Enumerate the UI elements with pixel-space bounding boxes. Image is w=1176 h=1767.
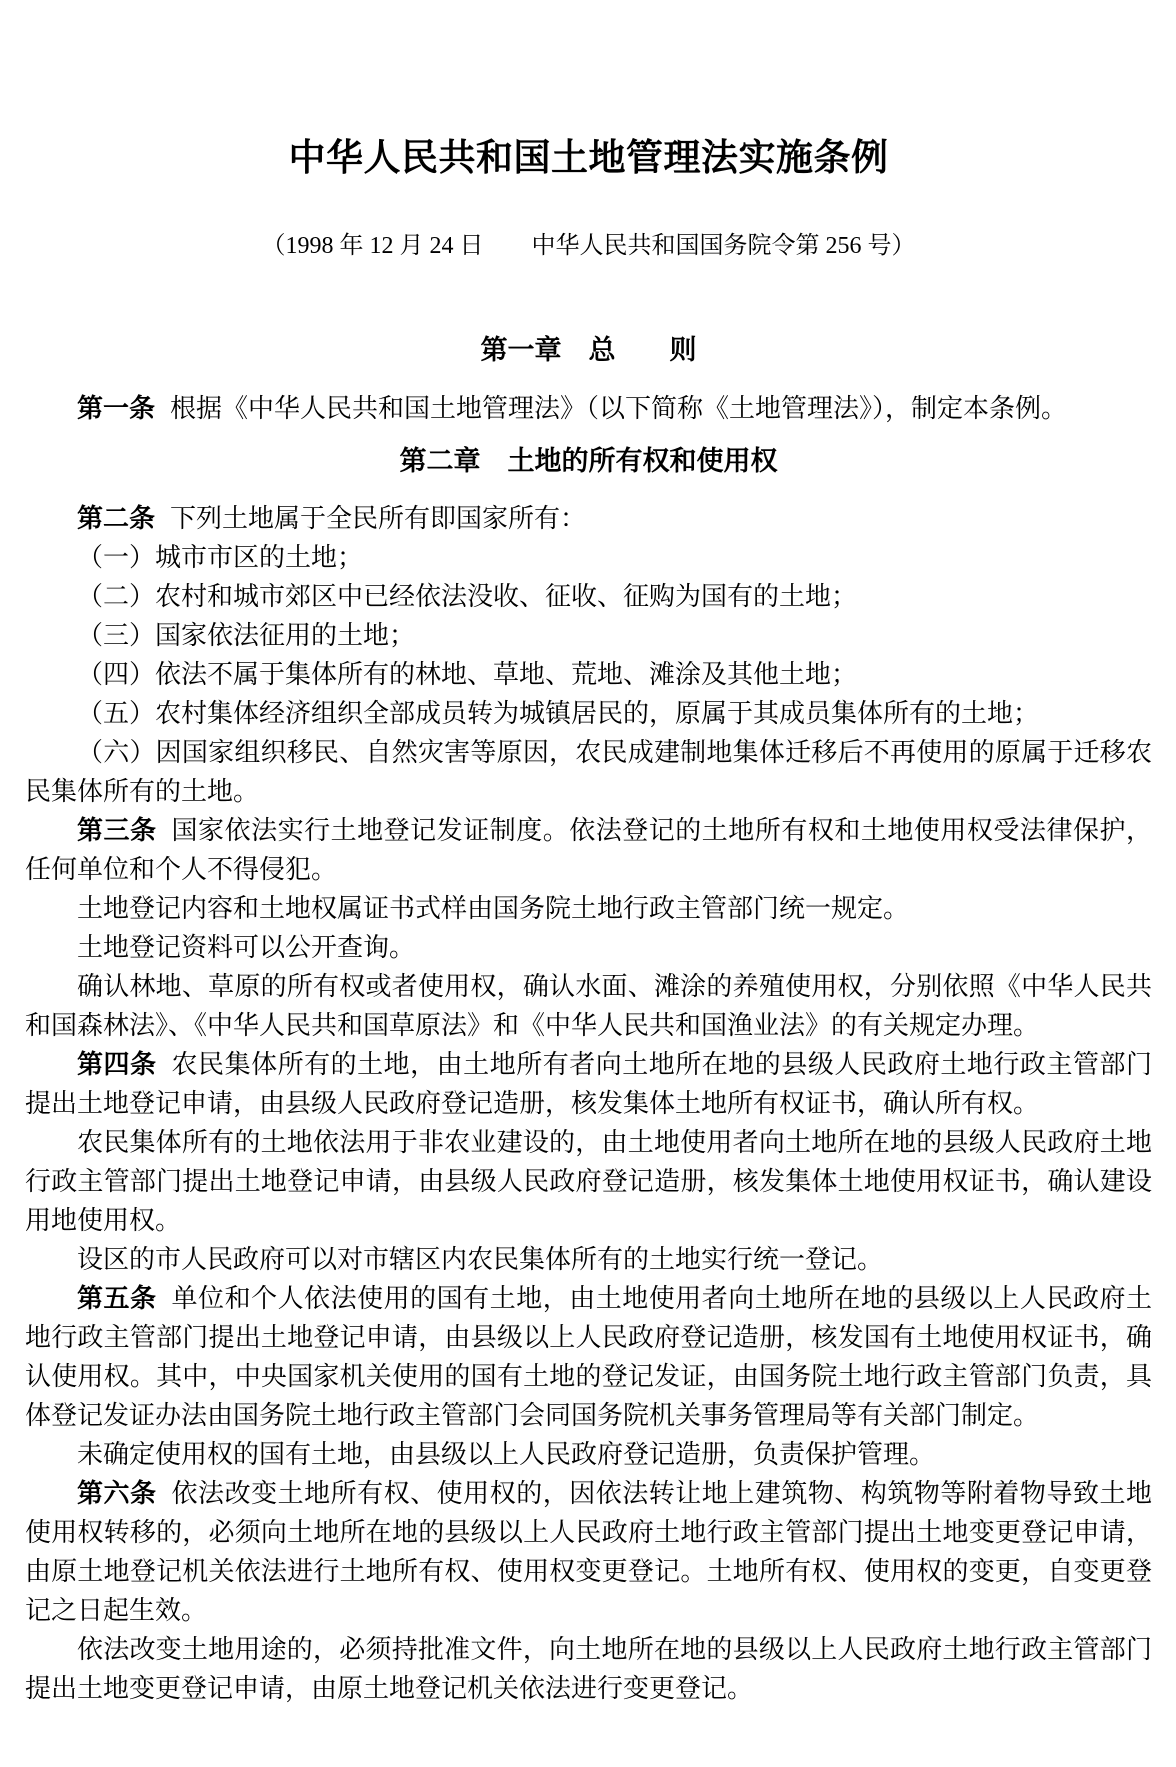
article-4-text: 农民集体所有的土地，由土地所有者向土地所在地的县级人民政府土地行政主管部门提出土地登记申请，由县级人民政府登记造册，核发集体土地所有权证书，确认所有权。 <box>25 1050 1152 1118</box>
article-4-paragraph-3-text: 设区的市人民政府可以对市辖区内农民集体所有的土地实行统一登记。 <box>77 1245 884 1274</box>
article-6-paragraph <box>25 1474 1152 1630</box>
article-3-paragraph <box>25 811 1152 889</box>
issuance-line: （1998 年 12 月 24 日 中华人民共和国国务院令第 256 号） <box>261 233 916 259</box>
article-1-number: 第一条 <box>77 393 156 423</box>
article-2-paragraph <box>25 499 1152 538</box>
list-item-4-text: （四）依法不属于集体所有的林地、草地、荒地、滩涂及其他土地； <box>77 660 858 689</box>
article-3-paragraph-4 <box>25 967 1152 1045</box>
article-6-paragraph-2 <box>25 1630 1152 1708</box>
article-6-paragraph-2-text: 依法改变土地用途的，必须持批准文件，向土地所在地的县级以上人民政府土地行政主管部门提出土地变更登记申请，由原土地登记机关依法进行变更登记。 <box>25 1635 1152 1703</box>
article-3-paragraph-3 <box>25 928 1152 967</box>
article-5-text: 单位和个人依法使用的国有土地，由土地使用者向土地所在地的县级以上人民政府土地行政主管部门提出土地登记申请，由县级以上人民政府登记造册，核发国有土地使用权证书，确认使用权。其中，中央国家机关使用的国有土地的登记发证，由国务院土地行政主管部门负责，具体登记发证办法由国务院土地行政主管部门会同国务院机关事务管理局等有关部门制定。 <box>25 1284 1152 1430</box>
list-item-3 <box>25 616 1152 655</box>
document-title: 中华人民共和国土地管理法实施条例 <box>288 138 889 179</box>
article-5-paragraph-2 <box>25 1435 1152 1474</box>
article-6-text: 依法改变土地所有权、使用权的，因依法转让地上建筑物、构筑物等附着物导致土地使用权转移的，必须向土地所在地的县级以上人民政府土地行政主管部门提出土地变更登记申请，由原土地登记机关依法进行土地所有权、使用权变更登记。土地所有权、使用权的变更，自变更登记之日起生效。 <box>25 1479 1152 1625</box>
article-4-paragraph-2-text: 农民集体所有的土地依法用于非农业建设的，由土地使用者向土地所在地的县级人民政府土地行政主管部门提出土地登记申请，由县级人民政府登记造册，核发集体土地使用权证书，确认建设用地使用权。 <box>25 1128 1152 1235</box>
list-item-5-text: （五）农村集体经济组织全部成员转为城镇居民的，原属于其成员集体所有的土地； <box>77 699 1040 728</box>
article-4-number: 第四条 <box>77 1049 157 1079</box>
chapter-2-heading: 第二章 土地的所有权和使用权 <box>399 446 778 476</box>
article-5-number: 第五条 <box>77 1283 157 1313</box>
list-item-6 <box>25 733 1152 811</box>
article-3-text: 国家依法实行土地登记发证制度。依法登记的土地所有权和土地使用权受法律保护，任何单位和个人不得侵犯。 <box>25 816 1152 884</box>
list-item-6-text: （六）因国家组织移民、自然灾害等原因，农民成建制地集体迁移后不再使用的原属于迁移农民集体所有的土地。 <box>25 738 1152 806</box>
chapter-1-heading: 第一章 总 则 <box>480 335 697 365</box>
article-5-paragraph-2-text: 未确定使用权的国有土地，由县级以上人民政府登记造册，负责保护管理。 <box>77 1440 936 1469</box>
list-item-1-text: （一）城市市区的土地； <box>77 543 364 572</box>
article-1-text: 根据《中华人民共和国土地管理法》（以下简称《土地管理法》），制定本条例。 <box>170 394 1068 423</box>
article-5-paragraph <box>25 1279 1152 1435</box>
article-3-paragraph-3-text: 土地登记资料可以公开查询。 <box>77 933 416 962</box>
article-3-number: 第三条 <box>77 815 157 845</box>
article-4-paragraph-3 <box>25 1240 1152 1279</box>
article-4-paragraph <box>25 1045 1152 1123</box>
article-2-text: 下列土地属于全民所有即国家所有： <box>170 504 587 533</box>
article-3-paragraph-4-text: 确认林地、草原的所有权或者使用权，确认水面、滩涂的养殖使用权，分别依照《中华人民共和国森林法》、《中华人民共和国草原法》和《中华人民共和国渔业法》的有关规定办理。 <box>25 972 1152 1040</box>
article-3-paragraph-2-text: 土地登记内容和土地权属证书式样由国务院土地行政主管部门统一规定。 <box>77 894 910 923</box>
list-item-4 <box>25 655 1152 694</box>
article-3-paragraph-2 <box>25 889 1152 928</box>
article-6-number: 第六条 <box>77 1478 157 1508</box>
article-1-paragraph <box>25 389 1152 428</box>
list-item-5 <box>25 694 1152 733</box>
article-2-number: 第二条 <box>77 503 156 533</box>
list-item-3-text: （三）国家依法征用的土地； <box>77 621 416 650</box>
article-4-paragraph-2 <box>25 1123 1152 1240</box>
list-item-2 <box>25 577 1152 616</box>
list-item-1 <box>25 538 1152 577</box>
list-item-2-text: （二）农村和城市郊区中已经依法没收、征收、征购为国有的土地； <box>77 582 858 611</box>
